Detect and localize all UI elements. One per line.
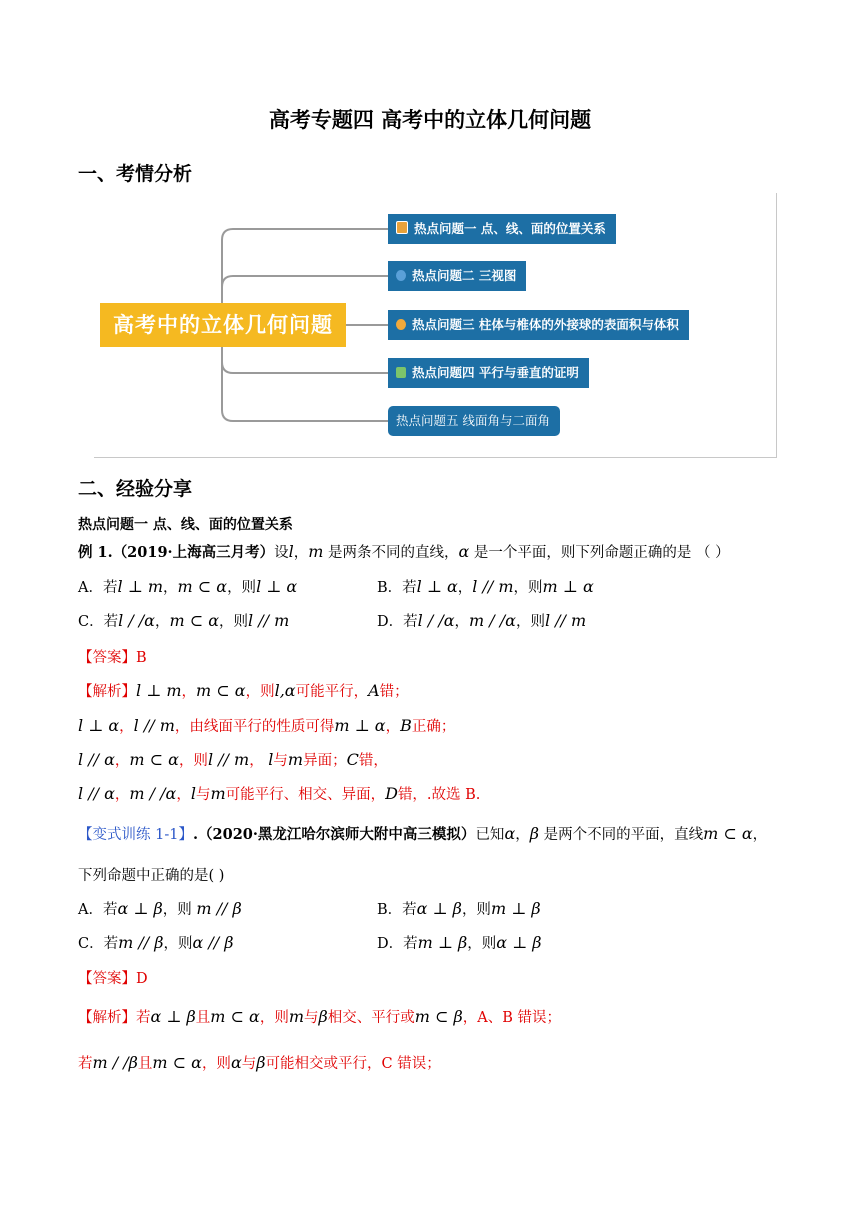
atom-icon: [396, 270, 406, 281]
example-1-option-a: A．若l ⊥ m，m ⊂ α，则l ⊥ α: [78, 577, 298, 596]
section-heading-experience: 二、经验分享: [78, 478, 193, 500]
variant-1-1-option-d: D．若m ⊥ β，则α ⊥ β: [377, 933, 542, 952]
example-1-option-d: D．若l / /α，m / /α，则l // m: [377, 611, 587, 630]
example-1-solution-line-4: l // α，m / /α，l与m可能平行、相交、异面，D错，.故选 B.: [78, 784, 481, 803]
section-heading-analysis: 一、考情分析: [78, 163, 193, 185]
book-icon: [396, 221, 408, 234]
mindmap-node-2: 热点问题二 三视图: [388, 261, 526, 291]
mindmap-node-3: 热点问题三 柱体与椎体的外接球的表面积与体积: [388, 310, 689, 340]
variant-1-1-solution-line-2: 若m / /β且m ⊂ α，则α与β可能相交或平行，C 错误；: [78, 1053, 441, 1072]
document-icon: [396, 367, 406, 378]
example-1-solution-line-2: l ⊥ α，l // m，由线面平行的性质可得m ⊥ α，B正确；: [78, 716, 456, 735]
example-1-option-c: C．若l / /α，m ⊂ α，则l // m: [78, 611, 290, 630]
variant-1-1-option-c: C．若m // β，则α // β: [78, 933, 234, 952]
mindmap-node-5: 热点问题五 线面角与二面角: [388, 406, 560, 436]
example-1-stem: 例 1.（2019·上海高三月考）设l，m 是两条不同的直线，α 是一个平面，则下列命题正确的是 （ ）: [78, 542, 730, 561]
example-1-solution-line-3: l // α，m ⊂ α，则l // m， l与m异面；C错，: [78, 750, 388, 769]
variant-1-1-question: 下列命题中正确的是( ): [78, 868, 225, 884]
pie-icon: [396, 319, 406, 330]
variant-1-1-option-b: B．若α ⊥ β，则m ⊥ β: [377, 899, 541, 918]
example-1-option-b: B．若l ⊥ α，l // m，则m ⊥ α: [377, 577, 594, 596]
mindmap-node-4: 热点问题四 平行与垂直的证明: [388, 358, 589, 388]
mindmap-root: 高考中的立体几何问题: [100, 303, 346, 347]
page-title: 高考专题四 高考中的立体几何问题: [268, 108, 592, 132]
example-1-answer: 【答案】B: [78, 650, 147, 666]
variant-1-1-answer: 【答案】D: [78, 971, 148, 987]
example-1-solution-line-1: 【解析】l ⊥ m，m ⊂ α，则l,α可能平行，A错；: [78, 681, 409, 700]
topic-heading: 热点问题一 点、线、面的位置关系: [78, 517, 293, 533]
variant-1-1-solution-line-1: 【解析】若α ⊥ β且m ⊂ α，则m与β相交、平行或m ⊂ β，A、B 错误；: [78, 1007, 562, 1026]
mindmap-node-1: 热点问题一 点、线、面的位置关系: [388, 214, 616, 244]
variant-1-1-option-a: A．若α ⊥ β，则 m // β: [78, 899, 242, 918]
variant-1-1-stem: 【变式训练 1-1】.（2020·黑龙江哈尔滨师大附中高三模拟）已知α，β 是两个不同的平面，直线m ⊂ α，: [78, 824, 768, 843]
